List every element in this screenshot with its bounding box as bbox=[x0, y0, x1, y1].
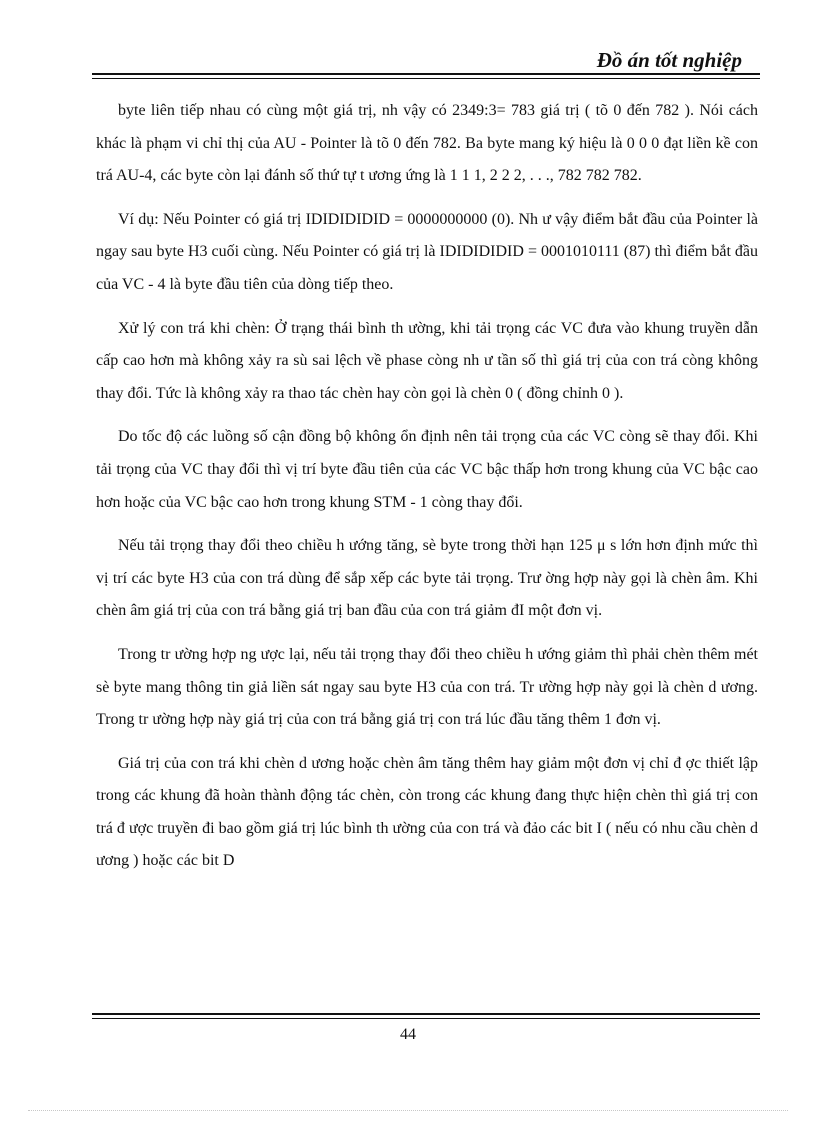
paragraph-2: Ví dụ: Nếu Pointer có giá trị IDIDIDIDID = 0000000000 (0). Nh ư vậy điểm bắt đầu của Pointer là ngay sau byte H3 cuối cùng. Nếu Pointer có giá trị là IDIDIDIDID = 0001010111 (87) thì điểm bắt đầu của VC - 4 là byte đầu tiên của dòng tiếp theo. bbox=[96, 210, 758, 293]
page-edge-divider bbox=[28, 1110, 788, 1111]
header-rule bbox=[92, 73, 760, 79]
paragraph-3: Xử lý con trá khi chèn: Ở trạng thái bình th ường, khi tải trọng các VC đưa vào khung truyền dẫn cấp cao hơn mà không xảy ra sù sai lệch về phase còng nh ư tần số thì giá trị của con trá còng không thay đổi. Tức là không xảy ra thao tác chèn hay còn gọi là chèn 0 ( đồng chỉnh 0 ). bbox=[96, 319, 758, 402]
header-title: Đồ án tốt nghiệp bbox=[596, 48, 742, 72]
paragraph-5: Nếu tải trọng thay đổi theo chiều h ướng tăng, sè byte trong thời hạn 125 μ s lớn hơn định mức thì vị trí các byte H3 của con trá dùng để sắp xếp các byte tải trọng. Trư ờng hợp này gọi là chèn âm. Khi chèn âm giá trị của con trá bằng giá trị ban đầu của con trá giảm đI một đơn vị. bbox=[96, 537, 758, 620]
footer-rule bbox=[92, 1013, 760, 1019]
paragraph-1: byte liên tiếp nhau có cùng một giá trị, nh vậy có 2349:3= 783 giá trị ( tõ 0 đến 782 ). Nói cách khác là phạm vi chỉ thị của AU - Pointer là tõ 0 đến 782. Ba byte mang ký hiệu là 0 0 0 đạt liền kề con trá AU-4, các byte còn lại đánh số thứ tự t ương ứng là 1 1 1, 2 2 2, . . ., 782 782 782. bbox=[96, 102, 758, 185]
page-number: 44 bbox=[400, 1026, 416, 1043]
document-body bbox=[96, 95, 758, 889]
paragraph-6: Trong tr ường hợp ng ược lại, nếu tải trọng thay đổi theo chiều h ướng giảm thì phải chèn thêm mét sè byte mang thông tin giả liền sát ngay sau byte H3 của con trá. Tr ường hợp này gọi là chèn d ương. Trong tr ường hợp này giá trị của con trá bằng giá trị con trá lúc đầu tăng thêm 1 đơn vị. bbox=[96, 645, 758, 729]
paragraph-4: Do tốc độ các luồng số cận đồng bộ không ổn định nên tải trọng của các VC còng sẽ thay đổi. Khi tải trọng của VC thay đổi thì vị trí byte đầu tiên của các VC bậc thấp hơn trong khung của VC bậc cao hơn hoặc của VC bậc cao hơn trong khung STM - 1 còng thay đổi. bbox=[96, 428, 758, 511]
paragraph-7: Giá trị của con trá khi chèn d ương hoặc chèn âm tăng thêm hay giảm một đơn vị chỉ đ ợc thiết lập trong các khung đã hoàn thành động tác chèn, còn trong các khung đang thực hiện chèn thì giá trị con trá đ ược truyền đi bao gồm giá trị lúc bình th ường của con trá và đảo các bit I ( nếu có nhu cầu chèn d ương ) hoặc các bit D bbox=[96, 754, 758, 870]
